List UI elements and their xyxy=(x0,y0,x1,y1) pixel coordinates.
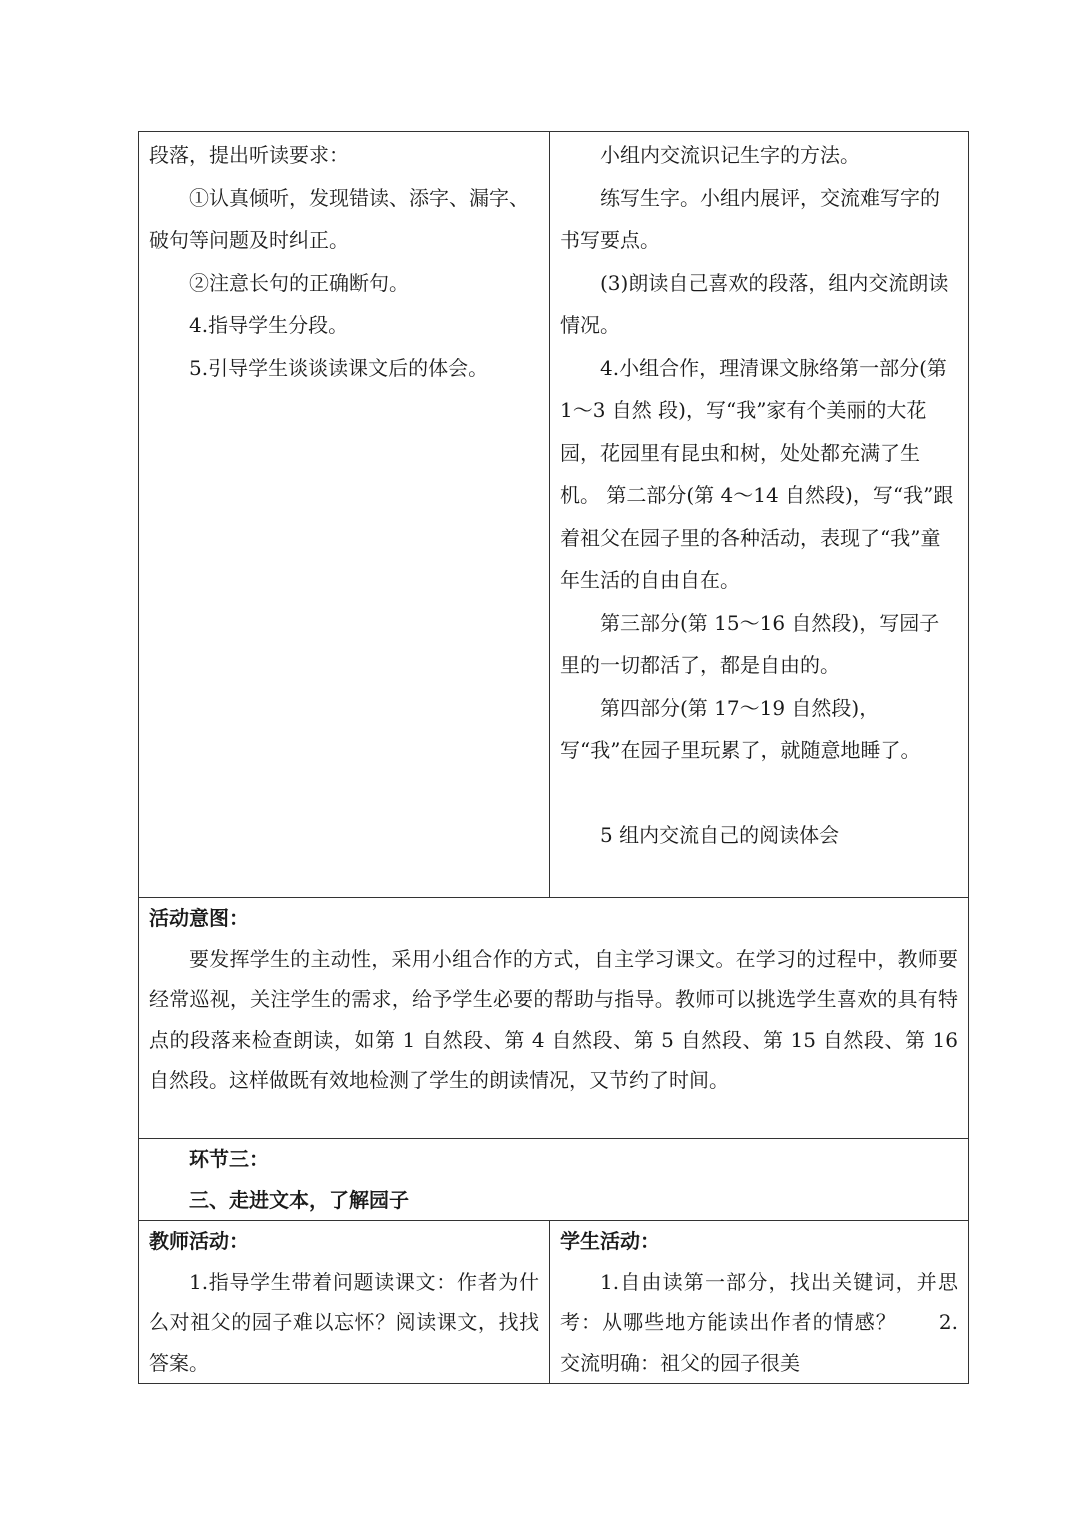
teacher-text: 1.指导学生带着问题读课文：作者为什么对祖父的园子难以忘怀？阅读课文，找找答案。 xyxy=(149,1269,539,1375)
stage-title: 三、走进文本，了解园子 xyxy=(189,1187,409,1212)
left-text-line: 4.指导学生分段。 xyxy=(189,313,349,337)
blank-line xyxy=(560,772,958,815)
stage-row xyxy=(139,1139,969,1221)
stage-cell xyxy=(139,1139,969,1221)
student-heading: 学生活动： xyxy=(560,1229,660,1253)
right-text-line: 第三部分(第 15～16 自然段)，写园子里的一切都活了，都是自由的。 xyxy=(560,610,940,677)
stage-label: 环节三： xyxy=(189,1147,269,1171)
purpose-text: 要发挥学生的主动性，采用小组合作的方式，自主学习课文。在学习的过程中，教师要经常巡视，关注学生的需求，给予学生必要的帮助与指导。教师可以挑选学生喜欢的具有特点的段落来检查朗读，如第 1 自然段、第 4 自然段、第 5 自然段、第 15 自然段、第 16 自然段。这样做既有效地检测了学生的朗读情况，又节约了时间。 xyxy=(149,946,958,1092)
student-activity-cell xyxy=(550,132,969,898)
right-text-line: 5 组内交流自己的阅读体会 xyxy=(600,823,840,847)
left-text-line: ②注意长句的正确断句。 xyxy=(189,270,409,295)
right-text-line: 练写生字。小组内展评，交流难写字的书写要点。 xyxy=(560,185,940,252)
teacher-activity-cell-2 xyxy=(139,1221,550,1384)
right-text-line: (3)朗读自己喜欢的段落，组内交流朗读情况。 xyxy=(560,270,949,337)
purpose-heading: 活动意图： xyxy=(149,906,249,930)
right-text-line: 第四部分(第 17～19 自然段)，写“我”在园子里玩累了，就随意地睡了。 xyxy=(560,695,921,762)
purpose-cell xyxy=(139,898,969,1139)
activity-row xyxy=(139,132,969,898)
left-text-line: 5.引导学生谈谈读课文后的体会。 xyxy=(189,355,489,380)
left-text-line: ①认真倾听，发现错读、添字、漏字、破句等问题及时纠正。 xyxy=(149,185,529,252)
left-text-line: 段落，提出听读要求： xyxy=(149,143,349,167)
teacher-activity-cell xyxy=(139,132,550,898)
teacher-heading: 教师活动： xyxy=(149,1229,249,1253)
student-activity-cell-2 xyxy=(550,1221,969,1384)
student-text: 1.自由读第一部分，找出关键词，并思考：从哪些地方能读出作者的情感？ 2.交流明确：祖父的园子很美 xyxy=(560,1269,958,1375)
right-text-line: 小组内交流识记生字的方法。 xyxy=(600,143,860,167)
activity-row-2 xyxy=(139,1221,969,1384)
lesson-plan-table xyxy=(138,131,969,1384)
right-text-line: 4.小组合作，理清课文脉络第一部分(第 1～3 自然 段)，写“我”家有个美丽的大花园，花园里有昆虫和树，处处都充满了生 机。 第二部分(第 4～14 自然段)，写“我”跟着祖父在园子里的各种活动，表现了“我”童年生活的自由自在。 xyxy=(560,355,954,592)
purpose-row xyxy=(139,898,969,1139)
